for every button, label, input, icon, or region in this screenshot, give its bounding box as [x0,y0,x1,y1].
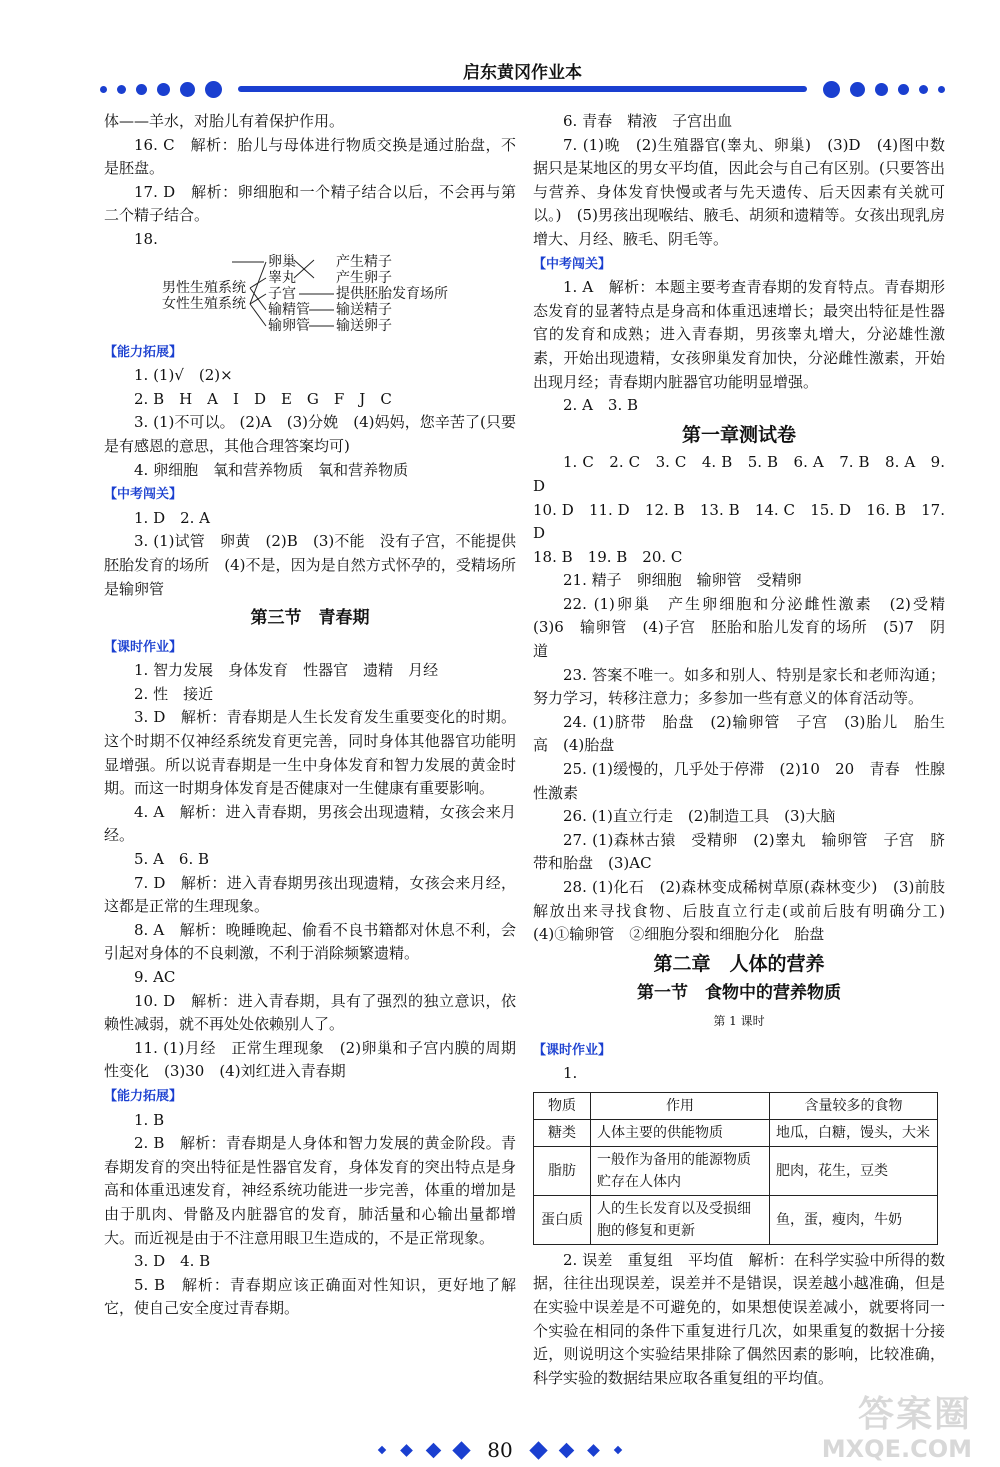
function-embryo: 提供胚胎发育场所 [336,285,448,302]
answer-17: 17. D 解析：卵细胞和一个精子结合以后，不会再与第二个精子结合。 [104,182,516,225]
hw-5-6: 5. A 6. B [134,850,210,869]
function-sperm: 产生精子 [336,253,392,270]
test-28: 28. (1)化石 (2)森林变成稀树草原(森林变少) (3)前肢解放出来寻找食物、后肢直立行走(或前后肢有明确分工) (4)①输卵管 ②细胞分裂和细胞分化 胎盘 [533,878,961,944]
question-1-label: 1. [563,1064,578,1083]
question-2: 2. 误差 重复组 平均值 解析：在科学实验中所得的数据，往往出现误差，误差并不是错误，误差越小越准确，但是在实验中误差是不可避免的，如果想使误差减小，就要将同一个实验在相同的条件下重复进行几次，如果重复的数据十分接近，则说明这个实验结果排除了偶然因素的影响，比较准确，科学实验的数据结果应取各重复组的平均值。 [533,1250,945,1387]
tag-homework: 【课时作业】 [104,639,183,655]
diamond-icon [529,1441,547,1459]
diamond-icon [378,1446,386,1454]
table-row [534,1146,938,1195]
hw-1: 1. 智力发展 身体发育 性器官 遗精 月经 [134,661,439,680]
book-title: 启东黄冈作业本 [463,63,582,83]
hw-7: 7. D 解析：进入青春期男孩出现遗精，女孩会来月经，这都是正常的生理现象。 [104,873,516,916]
table-cell: 脂肪 [534,1146,591,1195]
page-number: 80 [487,1438,513,1462]
organ-oviduct: 输卵管 [268,317,310,334]
answer-text: 体——羊水，对胎儿有着保护作用。 [104,112,345,130]
diamond-icon [614,1446,622,1454]
function-egg: 产生卵子 [336,269,392,286]
exam-3: 3. (1)试管 卵黄 (2)B (3)不能 没有子宫，不能提供胚胎发育的场所 (4)不是，因为是自然方式怀孕的，受精场所是输卵管 [104,532,516,598]
hw-10: 10. D 解析：进入青春期，具有了强烈的独立意识，依赖性减弱，就不再处处依赖别人了。 [104,991,516,1034]
table-header-row [534,1092,938,1119]
diamond-icon [453,1441,471,1459]
chapter-test-title: 第一章测试卷 [681,423,796,446]
hw-11: 11. (1)月经 正常生理现象 (2)卵巢和子宫内膜的周期性变化 (3)30 (4)刘红进入青春期 [104,1038,516,1081]
tag-exam-right: 【中考闯关】 [533,256,612,272]
table-cell: 人体主要的供能物质 [591,1119,770,1146]
hw-9: 9. AC [134,968,176,986]
male-system-label: 男性生殖系统 [162,279,246,296]
test-23: 23. 答案不唯一。如多和别人、特别是家长和老师沟通；努力学习，转移注意力；多参加一些有意义的体育活动等。 [533,665,945,708]
table-cell: 糖类 [534,1119,591,1146]
diamond-icon [559,1442,575,1458]
right-column [533,110,961,1390]
table-header: 物质 [534,1092,591,1119]
table-row [534,1119,938,1146]
answer-18-label: 18. [134,229,158,248]
ability-4: 4. 卵细胞 氧和营养物质 氧和营养物质 [134,460,409,479]
organ-vas-deferens: 输精管 [268,301,310,318]
table-header: 含量较多的食物 [770,1092,938,1119]
hw-8: 8. A 解析：晚睡晚起、偷看不良书籍都对休息不利，会引起对身体的不良刺激，不利于消除频繁遗精。 [104,920,516,963]
tag-homework-right: 【课时作业】 [533,1042,612,1058]
diamond-icon [400,1444,413,1457]
female-system-label: 女性生殖系统 [162,295,246,312]
answer-6: 6. 青春 精液 子宫出血 [563,112,733,130]
ability-2: 2. B H A I D E G F J C [134,389,392,408]
ext-2: 2. B 解析：青春期是人身体和智力发展的黄金阶段。青春期发育的突出特征是性器官发育，身体发育的突出特点是身高和体重迅速发育，神经系统功能进一步完善，体重的增加是由于肌肉、骨骼及内脏器官的发育，肺活量和心输出量都增大。而近视是由于不注意用眼卫生造成的，不是正常现象。 [104,1134,516,1247]
hw-3: 3. D 解析：青春期是人生长发育发生重要变化的时期。这个时期不仅神经系统发育更完善，同时身体其他器官功能明显增强。所以说青春期是一生中身体发育和智力发展的黄金时期。而这一时期身体发育是否健康对一生健康有重要影响。 [104,708,516,798]
table-row [534,1195,938,1244]
tag-ability: 【能力拓展】 [104,344,183,360]
test-line-1: 1. C 2. C 3. C 4. B 5. B 6. A 7. B 8. A 9. D [533,453,945,495]
organ-ovary: 卵巢 [268,253,296,270]
table-cell: 人的生长发育以及受损细胞的修复和更新 [591,1195,770,1244]
ability-3: 3. (1)不可以。 (2)A (3)分娩 (4)妈妈，您辛苦了(只要是有感恩的意思，其他合理答案均可) [104,413,516,455]
watermark-logo-text: 答案圈 [857,1394,972,1435]
organ-testis: 睾丸 [268,269,296,286]
section-title-puberty: 第三节 青春期 [250,608,370,629]
hw-2: 2. 性 接近 [134,684,214,703]
tag-ability-2: 【能力拓展】 [104,1088,183,1104]
ext-3-4: 3. D 4. B [134,1252,211,1271]
exam-right-2-3: 2. A 3. B [563,396,639,415]
test-line-3: 18. B 19. B 20. C [533,547,683,566]
test-26: 26. (1)直立行走 (2)制造工具 (3)大脑 [563,807,836,826]
ext-1: 1. B [134,1110,165,1129]
hw-4: 4. A 解析：进入青春期，男孩会出现遗精，女孩会来月经。 [104,802,516,845]
header-rule [238,86,807,92]
page-header [100,58,945,98]
answer-16: 16. C 解析：胎儿与母体进行物质交换是通过胎盘，不是胚盘。 [104,135,516,178]
function-transport-egg: 输送卵子 [336,317,392,334]
ext-5: 5. B 解析：青春期应该正确面对性知识，更好地了解它，使自己安全度过青春期。 [104,1275,516,1318]
test-25: 25. (1)缓慢的，几乎处于停滞 (2)10 20 青春 性腺 性激素 [533,760,961,802]
test-line-2: 10. D 11. D 12. B 13. B 14. C 15. D 16. B 17. D [533,500,945,543]
nutrient-table [533,1092,938,1245]
table-cell: 地瓜，白糖，馒头，大米 [770,1119,938,1146]
function-transport-sperm: 输送精子 [336,301,392,318]
table-cell: 鱼，蛋，瘦肉，牛奶 [770,1195,938,1244]
site-watermark [821,1394,972,1466]
ability-1: 1. (1)√ (2)× [134,366,233,385]
reproductive-system-diagram [104,252,516,336]
diamond-icon [425,1442,441,1458]
test-22: 22. (1)卵巢 产生卵细胞和分泌雌性激素 (2)受精 (3)6 输卵管 (4)子宫 胚胎和胎儿发育的场所 (5)7 阴道 [533,594,961,661]
lesson-label: 第 1 课时 [713,1013,765,1028]
tag-exam: 【中考闯关】 [104,487,183,503]
section-1-title: 第一节 食物中的营养物质 [637,983,841,1004]
exam-right-1: 1. A 解析：本题主要考查青春期的发育特点。青春期形态发育的显著特点是身高和体重迅速增长；最突出特征是性器官的发育和成熟；进入青春期，男孩睾丸增大，分泌雄性激素，开始出现遗精，女孩卵巢发育加快，分泌雌性激素，开始出现月经；青春期内脏器官功能明显增强。 [533,278,945,391]
table-cell: 肥肉，花生，豆类 [770,1146,938,1195]
test-24: 24. (1)脐带 胎盘 (2)输卵管 子宫 (3)胎儿 胎生 高 (4)胎盘 [533,712,961,755]
diamond-icon [587,1444,600,1457]
organ-uterus: 子宫 [268,285,296,302]
test-21: 21. 精子 卵细胞 输卵管 受精卵 [563,571,802,590]
exam-1-2: 1. D 2. A [134,508,211,527]
header-dots-left [100,81,222,98]
answer-7: 7. (1)晚 (2)生殖器官(睾丸、卵巢) (3)D (4)图中数据只是某地区的男女平均值，因此会与自己有区别。(只要答出与营养、身体发育快慢或者与先天遗传、后天因素有关就可以。) (5)男孩出现喉结、腋毛、胡须和遗精等。女孩出现乳房增大、月经、腋毛、阴毛等。 [533,135,945,248]
table-cell: 一般作为备用的能源物质贮存在人体内 [591,1146,770,1195]
test-27: 27. (1)森林古猿 受精卵 (2)睾丸 输卵管 子宫 脐带和胎盘 (3)AC [533,830,945,873]
table-cell: 蛋白质 [534,1195,591,1244]
table-header: 作用 [591,1092,770,1119]
watermark-url: MXQE.COM [821,1435,972,1463]
header-dots-right [823,81,945,98]
chapter-2-title: 第二章 人体的营养 [653,952,825,975]
left-column [104,110,516,1321]
